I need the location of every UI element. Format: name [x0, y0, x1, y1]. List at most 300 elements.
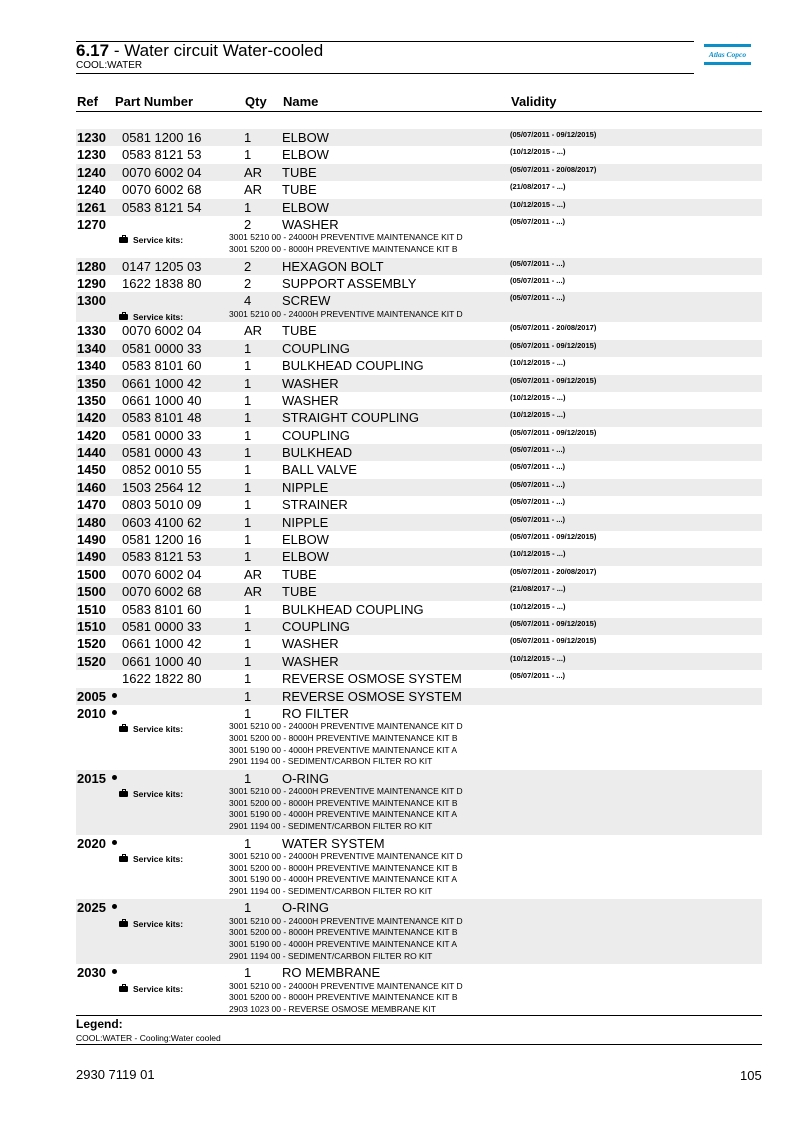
row-qty: 4 — [244, 293, 252, 309]
table-row — [76, 964, 762, 1017]
service-kit-item: 3001 5200 00 - 8000H PREVENTIVE MAINTENANCE KIT B — [229, 797, 458, 808]
row-part-number: 0581 0000 33 — [122, 618, 202, 634]
row-qty: 2 — [244, 258, 252, 274]
row-validity: (10/12/2015 - ...) — [510, 410, 566, 420]
row-name: ELBOW — [282, 199, 329, 215]
row-ref — [77, 497, 106, 512]
row-ref-text: 1240 — [77, 182, 106, 198]
row-ref — [77, 771, 117, 786]
row-name: SCREW — [282, 293, 331, 309]
row-validity: (10/12/2015 - ...) — [510, 199, 566, 209]
table-row — [76, 258, 762, 275]
row-part-number: 0661 1000 40 — [122, 653, 202, 669]
row-qty: 2 — [244, 216, 252, 232]
row-ref — [77, 567, 106, 582]
row-part-number: 0603 4100 62 — [122, 514, 202, 530]
row-ref — [77, 393, 106, 408]
row-validity: (05/07/2011 - 09/12/2015) — [510, 532, 597, 542]
bullet-icon — [112, 969, 117, 974]
row-qty: 1 — [244, 601, 252, 617]
row-validity: (05/07/2011 - ...) — [510, 497, 566, 507]
row-qty: 1 — [244, 445, 252, 461]
row-name: NIPPLE — [282, 514, 329, 530]
atlas-copco-logo — [704, 44, 751, 68]
table-row — [76, 409, 762, 426]
table-row — [76, 531, 762, 548]
row-part-number: 0581 0000 33 — [122, 427, 202, 443]
service-kit-item: 2903 1023 00 - REVERSE OSMOSE MEMBRANE KIT — [229, 1003, 436, 1014]
row-ref — [77, 836, 117, 851]
table-row — [76, 444, 762, 461]
row-ref — [77, 410, 106, 425]
row-qty: 1 — [244, 671, 252, 687]
table-row — [76, 770, 762, 835]
row-name: TUBE — [282, 164, 317, 180]
row-ref — [77, 619, 106, 634]
row-part-number: 1503 2564 12 — [122, 479, 202, 495]
row-qty: 1 — [244, 835, 252, 851]
row-ref-text: 1420 — [77, 410, 106, 426]
row-name: ELBOW — [282, 549, 329, 565]
row-qty: 1 — [244, 653, 252, 669]
row-ref — [77, 217, 106, 232]
row-ref-text: 1420 — [77, 427, 106, 443]
table-row — [76, 292, 762, 322]
service-kits-label — [119, 919, 183, 929]
table-row — [76, 496, 762, 513]
row-name: WATER SYSTEM — [282, 835, 385, 851]
row-qty: 1 — [244, 410, 252, 426]
row-ref-text: 1520 — [77, 653, 106, 669]
row-name: COUPLING — [282, 618, 350, 634]
service-kits-label-text: Service kits: — [133, 853, 184, 864]
column-header-part-number: Part Number — [115, 94, 194, 109]
row-name: BULKHEAD — [282, 445, 353, 461]
row-name: NIPPLE — [282, 479, 329, 495]
row-ref — [77, 689, 117, 704]
row-ref-text: 2030 — [77, 965, 106, 981]
header-bottom-rule — [76, 73, 694, 74]
row-part-number: 0581 1200 16 — [122, 130, 202, 145]
row-ref — [77, 445, 106, 460]
row-validity: (05/07/2011 - ...) — [510, 258, 566, 268]
row-validity: (10/12/2015 - ...) — [510, 653, 566, 663]
row-ref — [77, 602, 106, 617]
row-name: TUBE — [282, 182, 317, 198]
row-ref-text: 1510 — [77, 601, 106, 617]
table-row — [76, 705, 762, 770]
row-ref-text: 1450 — [77, 462, 106, 478]
row-ref-text: 1230 — [77, 147, 106, 163]
section-title: - Water circuit Water-cooled — [109, 41, 324, 60]
row-name: BULKHEAD COUPLING — [282, 358, 424, 374]
row-part-number: 0070 6002 04 — [122, 566, 202, 582]
row-ref — [77, 706, 117, 721]
row-validity: (21/08/2017 - ...) — [510, 584, 566, 594]
table-row — [76, 275, 762, 292]
legend-text: COOL:WATER - Cooling:Water cooled — [76, 1033, 221, 1043]
row-name: BULKHEAD COUPLING — [282, 601, 424, 617]
legend-title: Legend: — [76, 1017, 123, 1031]
row-validity: (05/07/2011 - ...) — [510, 462, 566, 472]
service-kit-item: 2901 1194 00 - SEDIMENT/CARBON FILTER RO KIT — [229, 950, 433, 961]
row-qty: 1 — [244, 549, 252, 565]
row-ref — [77, 549, 106, 564]
row-qty: 1 — [244, 199, 252, 215]
row-ref — [77, 480, 106, 495]
row-ref-text: 1470 — [77, 497, 106, 513]
row-qty: 1 — [244, 514, 252, 530]
page-subtitle: COOL:WATER — [76, 60, 143, 71]
row-qty: 1 — [244, 392, 252, 408]
service-kit-item: 3001 5210 00 - 24000H PREVENTIVE MAINTENANCE KIT D — [229, 915, 463, 926]
row-ref-text: 1290 — [77, 275, 106, 291]
legend-top-rule — [76, 1015, 762, 1016]
row-ref-text: 1490 — [77, 532, 106, 548]
column-header-ref: Ref — [77, 94, 98, 109]
service-kits-label-text: Service kits: — [133, 235, 184, 246]
service-kit-item: 3001 5200 00 - 8000H PREVENTIVE MAINTENANCE KIT B — [229, 992, 458, 1003]
table-row — [76, 181, 762, 198]
row-part-number: 0581 1200 16 — [122, 532, 202, 548]
row-name: BALL VALVE — [282, 462, 357, 478]
row-name: WASHER — [282, 636, 339, 652]
row-ref-text: 1490 — [77, 549, 106, 565]
row-ref-text: 2010 — [77, 705, 106, 721]
row-ref-text: 1460 — [77, 479, 106, 495]
service-kit-item: 3001 5190 00 - 4000H PREVENTIVE MAINTENANCE KIT A — [229, 744, 458, 755]
row-qty: 1 — [244, 688, 252, 704]
row-validity: (05/07/2011 - ...) — [510, 514, 566, 524]
row-qty: 1 — [244, 497, 252, 513]
row-ref — [77, 532, 106, 547]
table-row — [76, 461, 762, 478]
row-part-number: 0070 6002 68 — [122, 182, 202, 198]
row-qty: AR — [244, 164, 263, 180]
service-kits-label — [119, 235, 183, 245]
row-ref — [77, 323, 106, 338]
service-kits-label-text: Service kits: — [133, 983, 184, 994]
toolbox-icon — [119, 856, 128, 862]
table-row — [76, 835, 762, 900]
row-qty: 2 — [244, 275, 252, 291]
logo-band-top — [704, 44, 751, 47]
row-name: REVERSE OSMOSE SYSTEM — [282, 688, 462, 704]
row-ref — [77, 147, 106, 162]
row-ref — [77, 636, 106, 651]
service-kit-item: 2901 1194 00 - SEDIMENT/CARBON FILTER RO KIT — [229, 756, 433, 767]
row-ref-text: 1350 — [77, 375, 106, 391]
row-qty: 1 — [244, 900, 252, 916]
row-part-number: 0583 8101 48 — [122, 410, 202, 426]
row-ref-text: 1510 — [77, 618, 106, 634]
row-validity: (05/07/2011 - 09/12/2015) — [510, 618, 597, 628]
row-qty: AR — [244, 566, 263, 582]
row-name: WASHER — [282, 375, 339, 391]
row-ref-text: 2025 — [77, 900, 106, 916]
logo-text: Atlas Copco — [708, 50, 747, 59]
row-qty: 1 — [244, 130, 252, 145]
row-part-number: 0661 1000 42 — [122, 636, 202, 652]
row-validity: (10/12/2015 - ...) — [510, 392, 566, 402]
row-ref — [77, 654, 106, 669]
bullet-icon — [112, 904, 117, 909]
row-part-number: 0581 0000 43 — [122, 445, 202, 461]
row-ref-text: 1270 — [77, 216, 106, 232]
row-validity: (05/07/2011 - ...) — [510, 445, 566, 455]
row-ref — [77, 428, 106, 443]
service-kit-item: 3001 5190 00 - 4000H PREVENTIVE MAINTENANCE KIT A — [229, 809, 458, 820]
parts-table — [76, 129, 762, 1017]
table-row — [76, 899, 762, 964]
row-name: O-RING — [282, 900, 329, 916]
table-row — [76, 375, 762, 392]
service-kit-item: 3001 5210 00 - 24000H PREVENTIVE MAINTENANCE KIT D — [229, 721, 463, 732]
row-name: SUPPORT ASSEMBLY — [282, 275, 417, 291]
row-name: RO MEMBRANE — [282, 965, 381, 981]
row-part-number: 1622 1838 80 — [122, 275, 202, 291]
row-part-number: 0147 1205 03 — [122, 258, 202, 274]
bullet-icon — [112, 775, 117, 780]
row-qty: 1 — [244, 636, 252, 652]
row-ref — [77, 341, 106, 356]
row-ref — [77, 276, 106, 291]
row-qty: 1 — [244, 705, 252, 721]
service-kits-label-text: Service kits: — [133, 918, 184, 929]
row-name: ELBOW — [282, 130, 329, 145]
row-validity: (10/12/2015 - ...) — [510, 549, 566, 559]
table-row — [76, 357, 762, 374]
row-validity: (10/12/2015 - ...) — [510, 358, 566, 368]
row-ref-text: 1300 — [77, 293, 106, 309]
table-row — [76, 199, 762, 216]
row-name: STRAIGHT COUPLING — [282, 410, 420, 426]
row-name: WASHER — [282, 653, 339, 669]
row-ref-text: 1500 — [77, 584, 106, 600]
row-ref — [77, 130, 106, 145]
service-kit-item: 2901 1194 00 - SEDIMENT/CARBON FILTER RO KIT — [229, 820, 433, 831]
table-row — [76, 618, 762, 635]
row-qty: 1 — [244, 618, 252, 634]
row-validity: (05/07/2011 - ...) — [510, 275, 566, 285]
row-validity: (05/07/2011 - 20/08/2017) — [510, 566, 597, 576]
service-kits-label — [119, 312, 183, 322]
table-row — [76, 653, 762, 670]
row-validity: (05/07/2011 - 09/12/2015) — [510, 427, 597, 437]
row-qty: 1 — [244, 340, 252, 356]
row-part-number: 0583 8121 54 — [122, 199, 202, 215]
row-part-number: 0803 5010 09 — [122, 497, 202, 513]
service-kit-item: 3001 5200 00 - 8000H PREVENTIVE MAINTENANCE KIT B — [229, 243, 458, 254]
table-row — [76, 635, 762, 652]
row-validity: (10/12/2015 - ...) — [510, 147, 566, 157]
row-part-number: 0661 1000 42 — [122, 375, 202, 391]
row-validity: (05/07/2011 - ...) — [510, 216, 566, 226]
row-name: ELBOW — [282, 147, 329, 163]
row-ref — [77, 900, 117, 915]
service-kits-label-text: Service kits: — [133, 724, 184, 735]
row-name: REVERSE OSMOSE SYSTEM — [282, 671, 462, 687]
row-qty: 1 — [244, 427, 252, 443]
column-header-qty: Qty — [245, 94, 267, 109]
bullet-icon — [112, 840, 117, 845]
toolbox-icon — [119, 791, 128, 797]
row-validity: (05/07/2011 - 09/12/2015) — [510, 340, 597, 350]
table-row — [76, 670, 762, 687]
table-row — [76, 146, 762, 163]
row-validity: (05/07/2011 - 09/12/2015) — [510, 636, 597, 646]
toolbox-icon — [119, 986, 128, 992]
row-ref-text: 2015 — [77, 770, 106, 786]
row-qty: AR — [244, 323, 263, 339]
row-validity: (05/07/2011 - 09/12/2015) — [510, 130, 597, 139]
service-kits-label — [119, 724, 183, 734]
row-ref-text: 1350 — [77, 392, 106, 408]
row-validity: (21/08/2017 - ...) — [510, 182, 566, 192]
row-part-number: 0581 0000 33 — [122, 340, 202, 356]
row-name: TUBE — [282, 566, 317, 582]
row-name: COUPLING — [282, 340, 350, 356]
service-kits-label-text: Service kits: — [133, 789, 184, 800]
table-row — [76, 566, 762, 583]
table-row — [76, 583, 762, 600]
row-name: WASHER — [282, 392, 339, 408]
row-ref-text: 2020 — [77, 835, 106, 851]
row-ref — [77, 200, 106, 215]
row-name: COUPLING — [282, 427, 350, 443]
service-kits-label — [119, 854, 183, 864]
bullet-icon — [112, 693, 117, 698]
row-qty: AR — [244, 584, 263, 600]
row-qty: 1 — [244, 147, 252, 163]
row-name: ELBOW — [282, 532, 329, 548]
service-kit-item: 3001 5210 00 - 24000H PREVENTIVE MAINTENANCE KIT D — [229, 980, 463, 991]
table-row — [76, 514, 762, 531]
row-ref-text: 1330 — [77, 323, 106, 339]
row-ref-text: 1500 — [77, 566, 106, 582]
row-validity: (05/07/2011 - 20/08/2017) — [510, 164, 597, 174]
row-name: WASHER — [282, 216, 339, 232]
row-ref — [77, 965, 117, 980]
service-kit-item: 3001 5210 00 - 24000H PREVENTIVE MAINTENANCE KIT D — [229, 850, 463, 861]
row-name: HEXAGON BOLT — [282, 258, 384, 274]
row-validity: (05/07/2011 - ...) — [510, 293, 566, 303]
row-qty: 1 — [244, 965, 252, 981]
service-kit-item: 3001 5200 00 - 8000H PREVENTIVE MAINTENANCE KIT B — [229, 927, 458, 938]
row-qty: 1 — [244, 462, 252, 478]
row-ref-text: 1230 — [77, 130, 106, 145]
service-kit-item: 3001 5190 00 - 4000H PREVENTIVE MAINTENANCE KIT A — [229, 874, 458, 885]
service-kits-label — [119, 984, 183, 994]
row-ref-text: 1480 — [77, 514, 106, 530]
service-kit-item: 2901 1194 00 - SEDIMENT/CARBON FILTER RO KIT — [229, 885, 433, 896]
service-kits-label-text: Service kits: — [133, 311, 184, 322]
service-kit-item: 3001 5210 00 - 24000H PREVENTIVE MAINTENANCE KIT D — [229, 786, 463, 797]
table-row — [76, 340, 762, 357]
row-ref — [77, 182, 106, 197]
bullet-icon — [112, 710, 117, 715]
service-kit-item: 3001 5200 00 - 8000H PREVENTIVE MAINTENANCE KIT B — [229, 732, 458, 743]
table-row — [76, 216, 762, 258]
toolbox-icon — [119, 726, 128, 732]
table-row — [76, 548, 762, 565]
page-title — [76, 41, 323, 61]
row-ref-text: 1440 — [77, 445, 106, 461]
row-name: O-RING — [282, 770, 329, 786]
row-ref — [77, 584, 106, 599]
row-qty: 1 — [244, 479, 252, 495]
row-qty: 1 — [244, 375, 252, 391]
table-row — [76, 688, 762, 705]
row-ref-text: 1261 — [77, 199, 106, 215]
service-kit-item: 3001 5200 00 - 8000H PREVENTIVE MAINTENANCE KIT B — [229, 862, 458, 873]
row-part-number: 0070 6002 68 — [122, 584, 202, 600]
service-kit-item: 3001 5210 00 - 24000H PREVENTIVE MAINTENANCE KIT D — [229, 232, 463, 243]
row-ref — [77, 376, 106, 391]
row-validity: (05/07/2011 - ...) — [510, 479, 566, 489]
row-ref — [77, 259, 106, 274]
logo-band-bottom — [704, 62, 751, 65]
row-validity: (05/07/2011 - 20/08/2017) — [510, 323, 597, 333]
toolbox-icon — [119, 314, 128, 320]
row-ref-text: 1340 — [77, 340, 106, 356]
row-part-number: 0070 6002 04 — [122, 323, 202, 339]
row-ref-text: 2005 — [77, 688, 106, 704]
row-validity: (05/07/2011 - 09/12/2015) — [510, 375, 597, 385]
column-header-name: Name — [283, 94, 319, 109]
row-ref — [77, 165, 106, 180]
row-part-number: 0583 8101 60 — [122, 358, 202, 374]
row-ref — [77, 293, 106, 308]
service-kit-item: 3001 5190 00 - 4000H PREVENTIVE MAINTENANCE KIT A — [229, 938, 458, 949]
row-ref-text: 1280 — [77, 258, 106, 274]
row-name: RO FILTER — [282, 705, 349, 721]
row-qty: 1 — [244, 358, 252, 374]
row-part-number: 0661 1000 40 — [122, 392, 202, 408]
row-part-number: 0852 0010 55 — [122, 462, 202, 478]
row-ref-text: 1240 — [77, 164, 106, 180]
table-row — [76, 427, 762, 444]
table-row — [76, 479, 762, 496]
row-ref — [77, 358, 106, 373]
column-header-rule — [76, 111, 762, 112]
section-number: 6.17 — [76, 41, 110, 60]
row-part-number: 0583 8101 60 — [122, 601, 202, 617]
table-row — [76, 164, 762, 181]
toolbox-icon — [119, 921, 128, 927]
table-row — [76, 129, 762, 146]
table-row — [76, 392, 762, 409]
row-qty: 1 — [244, 532, 252, 548]
row-ref — [77, 515, 106, 530]
row-name: STRAINER — [282, 497, 348, 513]
row-validity: (10/12/2015 - ...) — [510, 601, 566, 611]
row-ref-text: 1340 — [77, 358, 106, 374]
row-part-number: 0070 6002 04 — [122, 164, 202, 180]
row-qty: 1 — [244, 770, 252, 786]
row-name: TUBE — [282, 323, 317, 339]
row-ref-text: 1520 — [77, 636, 106, 652]
service-kit-item: 3001 5210 00 - 24000H PREVENTIVE MAINTENANCE KIT D — [229, 308, 463, 319]
service-kits-label — [119, 789, 183, 799]
page-number: 105 — [740, 1068, 762, 1083]
row-ref — [77, 462, 106, 477]
document-number: 2930 7119 01 — [76, 1067, 155, 1082]
column-header-validity: Validity — [511, 94, 557, 109]
table-row — [76, 322, 762, 339]
legend-bottom-rule — [76, 1044, 762, 1045]
table-row — [76, 601, 762, 618]
